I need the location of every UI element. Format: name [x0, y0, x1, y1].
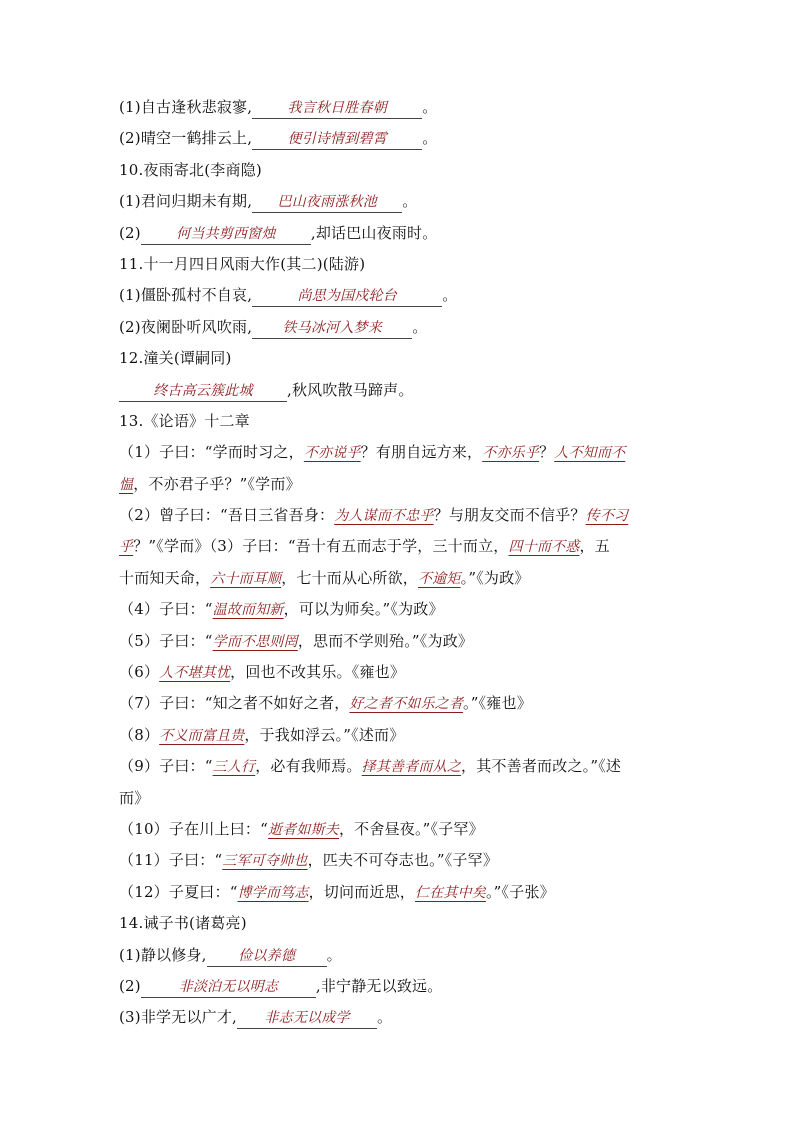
static-text: 13.《论语》十二章 — [119, 411, 250, 430]
text-line — [119, 688, 679, 719]
static-text: 。 — [412, 317, 428, 336]
static-text: ，回也不改其乐。《雍也》 — [230, 663, 406, 682]
static-text: ，不亦君子乎？”《学而》 — [133, 474, 301, 493]
text-line — [119, 751, 679, 782]
static-text: 10.夜雨寄北(李商隐) — [119, 160, 262, 179]
answer-text: 尚思为国戍轮台 — [297, 288, 397, 305]
underlined-answer: 愠 — [119, 476, 134, 493]
text-line — [119, 720, 679, 751]
answer-text: 何当共剪西窗烛 — [176, 225, 276, 242]
static-text: 。”《为政》 — [460, 568, 530, 587]
answer-text: 非志无以成学 — [264, 1010, 350, 1027]
text-line — [119, 343, 679, 374]
static-text: ，不舍昼夜。”《子罕》 — [338, 819, 484, 838]
static-text: 。 — [422, 129, 438, 148]
underlined-answer: 博学而笃志 — [237, 884, 309, 901]
static-text: ，于我如浮云。”《述而》 — [244, 725, 405, 744]
static-text: (1)僵卧孤村不自哀, — [119, 286, 253, 305]
static-text: (2) — [119, 976, 141, 995]
answer-blank — [252, 285, 442, 307]
static-text: 。 — [442, 286, 458, 305]
static-text: （2）曾子曰：“吾日三省吾身： — [119, 506, 335, 525]
underlined-answer: 择其善者而从之 — [361, 759, 462, 776]
answer-blank — [119, 380, 287, 402]
static-text: ,却话巴山夜雨时。 — [310, 223, 438, 242]
answer-text: 便引诗情到碧霄 — [287, 131, 387, 148]
text-line — [119, 971, 679, 1002]
static-text: ,秋风吹散马蹄声。 — [287, 380, 414, 399]
underlined-answer: 人不堪其忧 — [159, 665, 231, 682]
answer-blank — [141, 976, 316, 998]
text-line — [119, 657, 679, 688]
underlined-answer: 不逾矩 — [418, 570, 461, 587]
static-text: (1)自古逢秋悲寂寥, — [119, 98, 253, 116]
static-text: （5）子曰：“ — [119, 631, 213, 650]
answer-text: 俭以养德 — [238, 947, 296, 964]
answer-blank — [252, 317, 412, 339]
text-line — [119, 500, 679, 531]
answer-blank — [207, 945, 327, 967]
answer-text: 非淡泊无以明志 — [178, 978, 279, 995]
underlined-answer: 不亦乐乎 — [482, 445, 540, 462]
answer-text: 我言秋日胜春朝 — [287, 100, 387, 116]
static-text: （11）子曰：“ — [119, 851, 223, 870]
underlined-answer: 逝者如斯夫 — [267, 821, 339, 838]
static-text: 。”《子张》 — [485, 882, 555, 901]
underlined-answer: 仁在其中矣 — [414, 884, 486, 901]
static-text: ？与朋友交而不信乎？ — [433, 506, 586, 525]
text-line — [119, 563, 679, 594]
static-text: （6） — [119, 663, 160, 682]
answer-text: 巴山夜雨涨秋池 — [277, 194, 377, 211]
static-text: （1）子曰：“学而时习之， — [119, 443, 304, 462]
static-text: 。”《雍也》 — [463, 694, 532, 713]
underlined-answer: 四十而不惑 — [508, 539, 580, 556]
static-text: 12.潼关(谭嗣同) — [119, 349, 232, 368]
underlined-answer: 六十而耳顺 — [210, 570, 282, 587]
text-line — [119, 469, 679, 500]
text-line — [119, 312, 679, 343]
static-text: 。 — [377, 1008, 393, 1027]
static-text: ，切问而近思， — [308, 882, 415, 901]
text-line — [119, 218, 679, 249]
underlined-answer: 三人行 — [212, 759, 256, 776]
text-line — [119, 940, 679, 971]
static-text: ，匹夫不可夺志也。”《子罕》 — [307, 851, 499, 870]
static-text: 14.诫子书(诸葛亮) — [119, 914, 247, 933]
static-text: ，可以为师矣。”《为政》 — [283, 600, 444, 619]
text-line — [119, 845, 679, 876]
static-text: (3)非学无以广才, — [119, 1008, 238, 1027]
text-line — [119, 1002, 679, 1033]
text-line — [119, 626, 679, 657]
text-line — [119, 877, 679, 908]
static-text: (2)晴空一鹤排云上, — [119, 129, 253, 148]
static-text: (2) — [119, 223, 141, 242]
answer-text: 铁马冰河入梦来 — [282, 319, 382, 336]
underlined-answer: 不亦说乎 — [303, 445, 361, 462]
static-text: ，思而不学则殆。”《为政》 — [297, 631, 474, 650]
answer-blank — [141, 223, 311, 245]
text-line — [119, 92, 679, 123]
answer-text: 终古高云簇此城 — [153, 382, 253, 399]
static-text: 。 — [422, 98, 438, 116]
text-line — [119, 186, 679, 217]
static-text: 十而知天命， — [119, 568, 211, 587]
underlined-answer: 学而不思则罔 — [212, 633, 298, 650]
static-text: ，七十而从心所欲， — [281, 568, 419, 587]
static-text: ，必有我师焉。 — [255, 757, 362, 776]
underlined-answer: 人不知而不 — [554, 445, 626, 462]
static-text: （10）子在川上曰：“ — [119, 819, 268, 838]
static-text: (2)夜阑卧听风吹雨, — [119, 317, 253, 336]
answer-blank — [252, 97, 422, 119]
static-text: 。 — [326, 945, 342, 964]
answer-blank — [252, 128, 422, 150]
text-line — [119, 155, 679, 186]
static-text: （9）子曰：“ — [119, 757, 213, 776]
text-line — [119, 908, 679, 939]
text-line — [119, 406, 679, 437]
static-text: ，其不善者而改之。”《述 — [461, 757, 622, 776]
static-text: (1)静以修身, — [119, 945, 207, 964]
static-text: （12）子夏曰：“ — [119, 882, 238, 901]
underlined-answer: 三军可夺帅也 — [222, 853, 308, 870]
text-line — [119, 123, 679, 154]
answer-blank — [237, 1007, 377, 1029]
text-line — [119, 375, 679, 406]
static-text: ,非宁静无以致远。 — [315, 976, 443, 995]
underlined-answer: 传不习 — [585, 508, 629, 525]
underlined-answer: 不义而富且贵 — [159, 727, 245, 744]
underlined-answer: 为人谋而不忠乎 — [334, 508, 434, 525]
static-text: ？”《学而》（3）子曰：“吾十有五而志于学，三十而立， — [133, 537, 509, 556]
text-line — [119, 814, 679, 845]
static-text: (1)君问归期未有期, — [119, 192, 253, 211]
static-text: （8） — [119, 725, 160, 744]
answer-blank — [252, 191, 402, 213]
text-line — [119, 594, 679, 625]
static-text: （7）子曰：“知之者不如好之者， — [119, 694, 350, 713]
underlined-answer: 温故而知新 — [212, 602, 284, 619]
underlined-answer: 乎 — [119, 539, 134, 556]
document-body — [119, 92, 679, 1034]
text-line — [119, 249, 679, 280]
text-line — [119, 280, 679, 311]
text-line — [119, 437, 679, 468]
static-text: 11.十一月四日风雨大作(其二)(陆游) — [119, 254, 366, 273]
static-text: 。 — [402, 192, 418, 211]
static-text: ？ — [539, 443, 555, 462]
text-line — [119, 783, 679, 814]
underlined-answer: 好之者不如乐之者 — [349, 696, 464, 713]
static-text: ？有朋自远方来， — [360, 443, 483, 462]
text-line — [119, 531, 679, 562]
static-text: 而》 — [119, 788, 150, 807]
static-text: ，五 — [579, 537, 610, 556]
static-text: （4）子曰：“ — [119, 600, 213, 619]
